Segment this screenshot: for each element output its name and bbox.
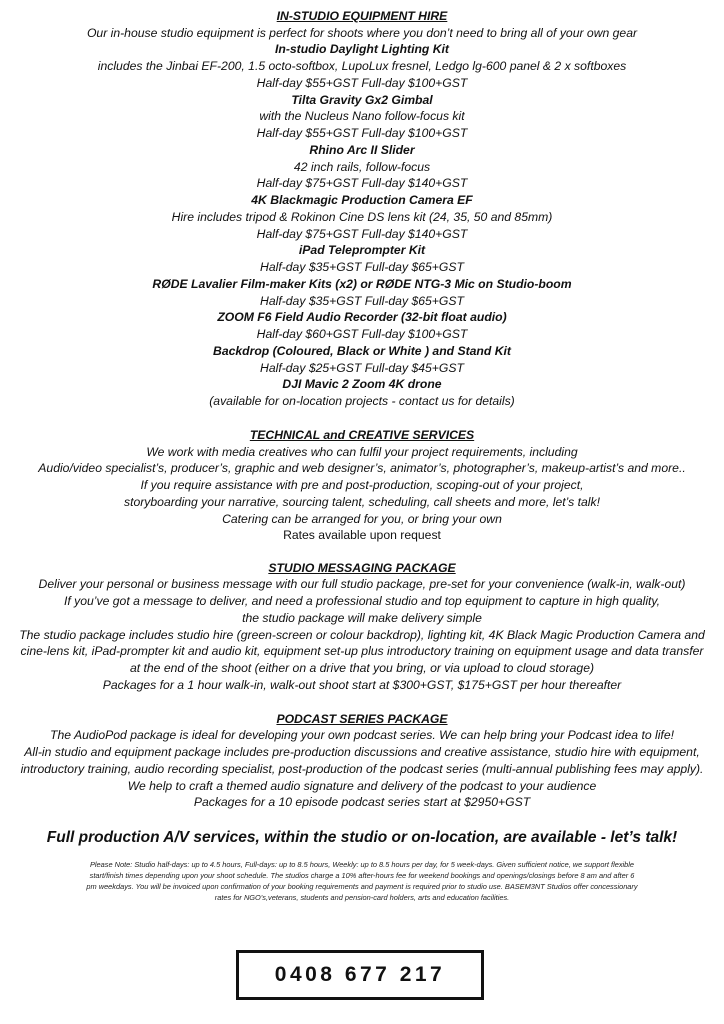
messaging-line: If you’ve got a message to deliver, and need a professional studio and top equipment to capture in high quality,: [64, 594, 660, 608]
kit-price: Half-day $35+GST Full-day $65+GST: [260, 260, 464, 274]
kit-title: 4K Blackmagic Production Camera EF: [251, 193, 473, 207]
equipment-heading: IN-STUDIO EQUIPMENT HIRE: [276, 9, 448, 23]
kit-title: DJI Mavic 2 Zoom 4K drone: [282, 377, 442, 391]
technical-line: Rates available upon request: [283, 528, 441, 542]
kit-price: Half-day $60+GST Full-day $100+GST: [256, 327, 468, 341]
messaging-heading: STUDIO MESSAGING PACKAGE: [268, 561, 456, 575]
messaging-line: Deliver your personal or business message with our full studio package, pre-set for your convenience (walk-in, walk-out): [38, 577, 686, 591]
kit-title: In-studio Daylight Lighting Kit: [275, 42, 449, 56]
kit-price: Half-day $25+GST Full-day $45+GST: [260, 361, 464, 375]
podcast-line: All-in studio and equipment package includes pre-production discussions and creative assistance, studio hire with equipment,: [24, 745, 700, 759]
technical-line: We work with media creatives who can fulfil your project requirements, including: [146, 445, 578, 459]
podcast-line: Packages for a 10 episode podcast series start at $2950+GST: [193, 795, 531, 809]
phone-box: [236, 950, 484, 1000]
kit-title: RØDE Lavalier Film-maker Kits (x2) or RØDE NTG-3 Mic on Studio-boom: [152, 277, 572, 291]
podcast-heading: PODCAST SERIES PACKAGE: [276, 712, 448, 726]
kit-description: Hire includes tripod & Rokinon Cine DS lens kit (24, 35, 50 and 85mm): [171, 210, 553, 224]
podcast-line: The AudioPod package is ideal for developing your own podcast series. We can help bring your Podcast idea to life!: [50, 728, 674, 742]
podcast-line: We help to craft a themed audio signature and delivery of the podcast to your audience: [127, 779, 597, 793]
kit-title: ZOOM F6 Field Audio Recorder (32-bit float audio): [217, 310, 507, 324]
messaging-line: cine-lens kit, iPad-prompter kit and audio kit, equipment set-up plus introductory training on equipment usage and data transfer: [20, 644, 704, 658]
equipment-intro: Our in-house studio equipment is perfect for shoots where you don’t need to bring all of your own gear: [86, 26, 638, 40]
kit-price: Half-day $75+GST Full-day $140+GST: [256, 227, 468, 241]
kit-title: Rhino Arc II Slider: [309, 143, 415, 157]
kit-title: Tilta Gravity Gx2 Gimbal: [291, 93, 433, 107]
messaging-line: Packages for a 1 hour walk-in, walk-out shoot start at $300+GST, $175+GST per hour thereafter: [102, 678, 622, 692]
technical-line: Audio/video specialist’s, producer’s, graphic and web designer’s, animator’s, photographer’s, makeup-artist’s and more..: [38, 461, 686, 475]
technical-line: Catering can be arranged for you, or bring your own: [222, 512, 502, 526]
kit-price: Half-day $55+GST Full-day $100+GST: [256, 76, 468, 90]
kit-description: with the Nucleus Nano follow-focus kit: [259, 109, 465, 123]
phone-number[interactable]: 0408 677 217: [274, 963, 446, 986]
kit-description: includes the Jinbai EF-200, 1.5 octo-softbox, LupoLux fresnel, Ledgo lg-600 panel & 2 x softboxes: [97, 59, 627, 73]
messaging-line: at the end of the shoot (either on a drive that you bring, or via upload to cloud storage): [129, 661, 595, 675]
fine-print-line: rates for NGO’s,veterans, students and pension-card holders, arts and education facilities.: [214, 893, 510, 902]
kit-price: Half-day $55+GST Full-day $100+GST: [256, 126, 468, 140]
technical-line: storyboarding your narrative, sourcing talent, scheduling, call sheets and more, let’s talk!: [123, 495, 600, 509]
kit-price: Half-day $35+GST Full-day $65+GST: [260, 294, 464, 308]
kit-description: 42 inch rails, follow-focus: [293, 160, 431, 174]
technical-heading: TECHNICAL and CREATIVE SERVICES: [249, 428, 475, 442]
kit-price: Half-day $75+GST Full-day $140+GST: [256, 176, 468, 190]
technical-line: If you require assistance with pre and post-production, scoping-out of your project,: [140, 478, 584, 492]
tagline: Full production A/V services, within the studio or on-location, are available - let’s talk!: [46, 829, 678, 846]
kit-title: Backdrop (Coloured, Black or White ) and Stand Kit: [213, 344, 511, 358]
kit-title: iPad Teleprompter Kit: [298, 243, 426, 257]
messaging-line: the studio package will make delivery simple: [242, 611, 482, 625]
fine-print-line: pm weekdays. You will be invoiced upon confirmation of your booking requirements and payment is required prior to studio use. BASEM3NT Studios offer concessionary: [86, 882, 638, 891]
messaging-line: The studio package includes studio hire (green-screen or colour backdrop), lighting kit, 4K Black Magic Production Camera and: [19, 628, 705, 642]
fine-print-line: start/finish times depending upon your shoot schedule. The studios charge a 10% after-hours fee for weekend bookings and openings/closings before 8 am and after 6: [89, 871, 635, 880]
kit-description: (available for on-location projects - contact us for details): [209, 394, 515, 408]
fine-print-line: Please Note: Studio half-days: up to 4.5 hours, Full-days: up to 8.5 hours, Weekly: up to 8.5 hours per day, for 5 week-days. Given sufficient notice, we support flexible: [89, 860, 635, 869]
podcast-line: introductory training, audio recording specialist, post-production of the podcast series (multi-annual publishing fees may apply).: [20, 762, 704, 776]
